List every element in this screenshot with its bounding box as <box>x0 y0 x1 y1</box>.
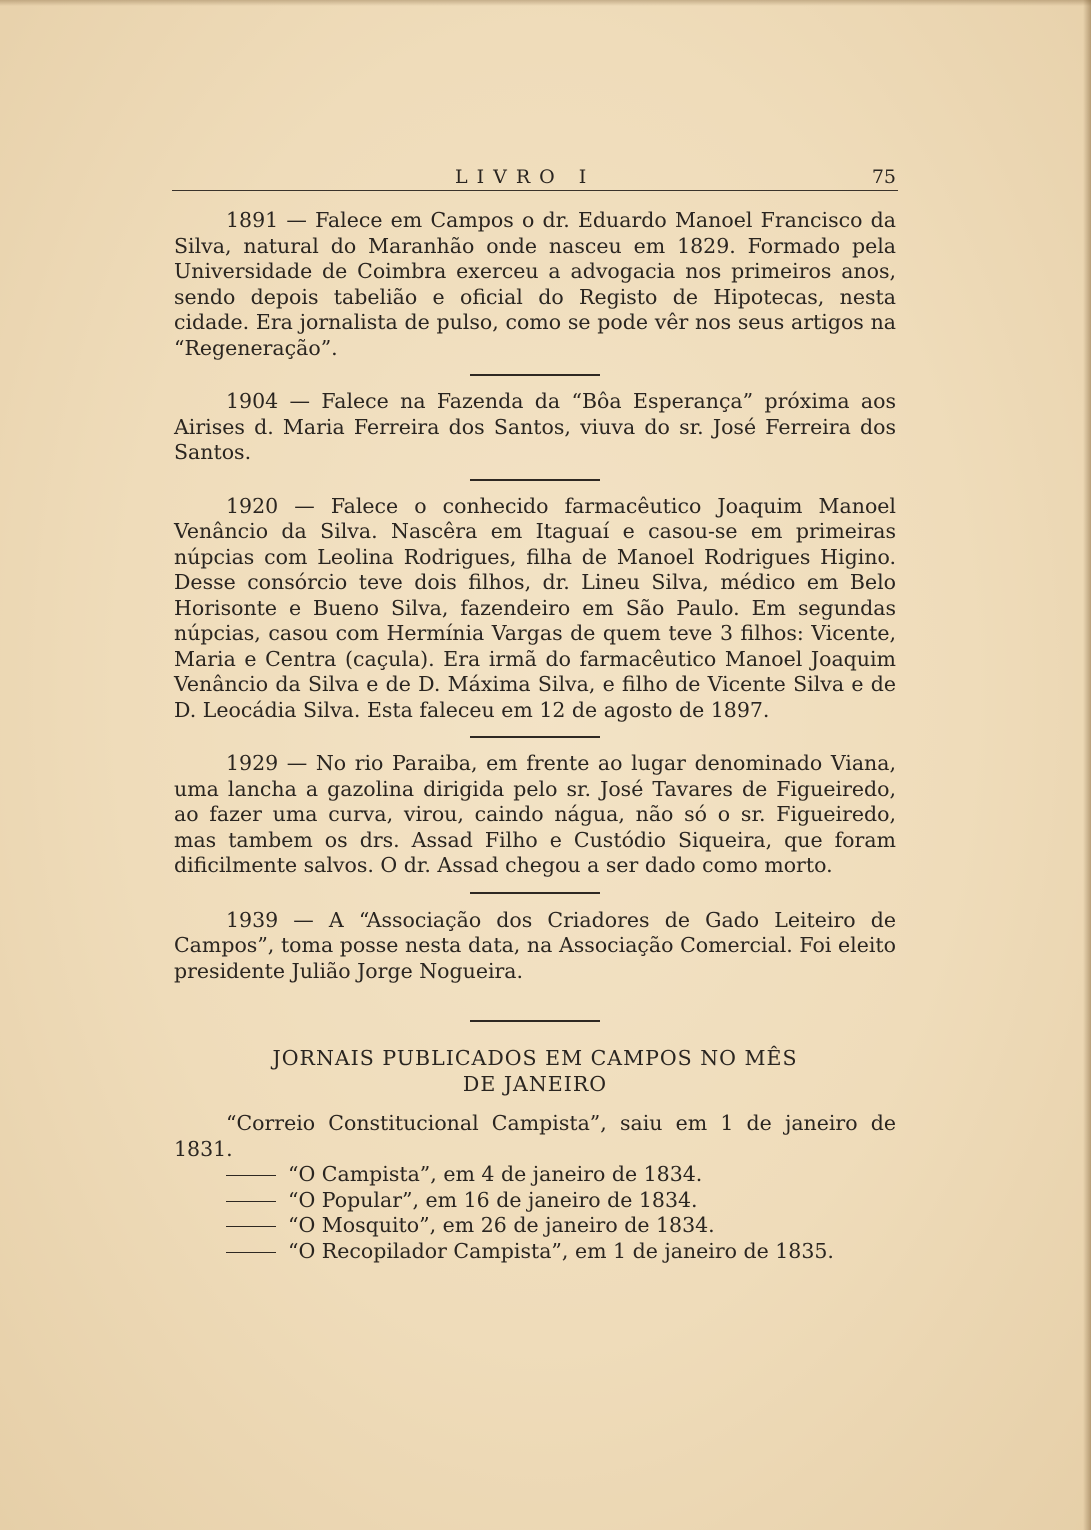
newspaper-list-item <box>174 1162 896 1188</box>
newspaper-list-item-text: “O Recopilador Campista”, em 1 de janeiro de 1835. <box>288 1238 834 1263</box>
entry-1929: 1929 — No rio Paraiba, em frente ao lugar denominado Viana, uma lancha a gazolina dirigida pelo sr. José Tavares de Figueiredo, ao fazer uma curva, virou, caindo nágua, não só o sr. Figueiredo, mas tambem os drs. Assad Filho e Custódio Siqueira, que foram dificilmente salvos. O dr. Assad chegou a ser dado como morto. <box>174 751 896 877</box>
ditto-dash <box>226 1252 276 1253</box>
page-number: 75 <box>871 166 896 188</box>
header-rule <box>172 190 898 191</box>
section-title-line2: DE JANEIRO <box>462 1071 608 1096</box>
entry-1939: 1939 — A “Associação dos Criadores de Gado Leiteiro de Campos”, toma posse nesta data, na Associação Comercial. Foi eleito presidente Julião Jorge Nogueira. <box>174 907 896 983</box>
running-header <box>172 160 898 194</box>
ditto-dash <box>226 1175 276 1176</box>
ditto-dash <box>226 1201 276 1202</box>
separator-rule <box>470 736 600 738</box>
newspaper-list-item-text: “O Popular”, em 16 de janeiro de 1834. <box>288 1187 698 1212</box>
separator-rule <box>470 374 600 376</box>
separator-rule <box>470 479 600 481</box>
ditto-dash <box>226 1226 276 1227</box>
page-top-shadow <box>0 0 1091 6</box>
running-header-title: LIVRO I <box>455 166 596 188</box>
newspaper-list-item-text: “O Campista”, em 4 de janeiro de 1834. <box>288 1162 703 1186</box>
newspaper-list-item-text: “O Mosquito”, em 26 de janeiro de 1834. <box>288 1213 715 1237</box>
separator-rule <box>470 1020 600 1022</box>
page-right-shadow <box>1083 0 1091 1530</box>
newspaper-list-item <box>174 1239 896 1265</box>
entry-1904: 1904 — Falece na Fazenda da “Bôa Esperança” próxima aos Airises d. Maria Ferreira dos Santos, viuva do sr. José Ferreira dos Santos. <box>174 389 896 464</box>
section-title <box>174 1046 896 1097</box>
section-title-line1: JORNAIS PUBLICADOS EM CAMPOS NO MÊS <box>272 1046 798 1070</box>
page-body <box>174 208 896 1264</box>
newspaper-list-item <box>174 1213 896 1239</box>
newspaper-list-item <box>174 1188 896 1214</box>
newspaper-intro: “Correio Constitucional Campista”, saiu em 1 de janeiro de 1831. <box>174 1111 896 1161</box>
entry-1891: 1891 — Falece em Campos o dr. Eduardo Manoel Francisco da Silva, natural do Maranhão onde nasceu em 1829. Formado pela Universidade de Coimbra exerceu a advogacia nos primeiros anos, sendo depois tabelião e oficial do Registo de Hipotecas, nesta cidade. Era jornalista de pulso, como se pode vêr nos seus artigos na “Regeneração”. <box>174 208 896 360</box>
separator-rule <box>470 892 600 894</box>
entry-1920: 1920 — Falece o conhecido farmacêutico Joaquim Manoel Venâncio da Silva. Nascêra em Itaguaí e casou-se em primeiras núpcias com Leolina Rodrigues, filha de Manoel Rodrigues Higino. Desse consórcio teve dois filhos, dr. Lineu Silva, médico em Belo Horisonte e Bueno Silva, fazendeiro em São Paulo. Em segundas núpcias, casou com Hermínia Vargas de quem teve 3 filhos: Vicente, Maria e Centra (caçula). Era irmã do farmacêutico Manoel Joaquim Venâncio da Silva e de D. Máxima Silva, e filho de Vicente Silva e de D. Leocádia Silva. Esta faleceu em 12 de agosto de 1897. <box>174 493 896 722</box>
